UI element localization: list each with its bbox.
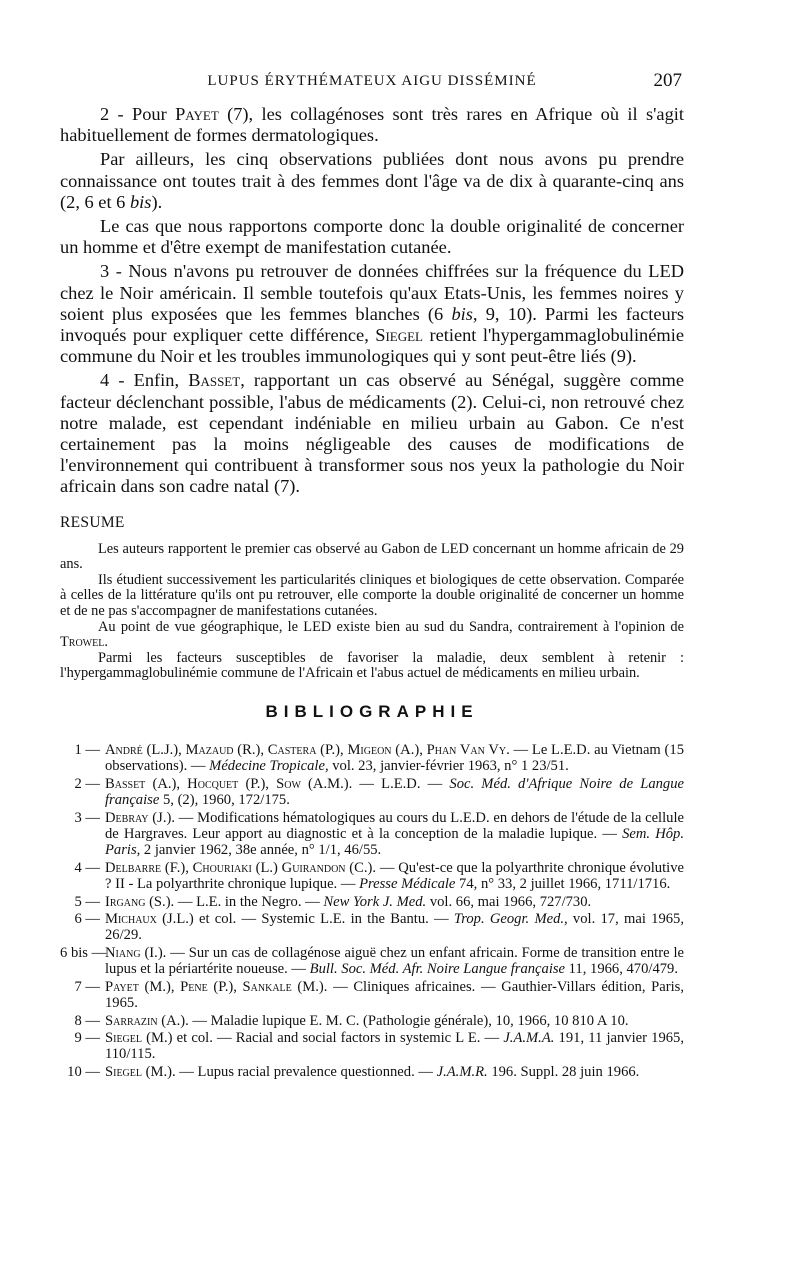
reference-item: 6 bis — Niang (I.). — Sur un cas de collagénose aiguë chez un enfant africain. Forme de transition entre le lupus et la périartérite noueuse. — Bull. Soc. Méd. Afr. Noire Langue française 11, 1966, 470/479.: [60, 944, 684, 978]
reference-item: 8 — Sarrazin (A.). — Maladie lupique E. M. C. (Pathologie générale), 10, 1966, 10 810 A 10.: [60, 1013, 684, 1029]
reference-number: 9 —: [74, 1029, 100, 1046]
paragraph-point-4: 4 - Enfin, Basset, rapportant un cas observé au Sénégal, suggère comme facteur déclenchant possible, l'abus de médicaments (2). Celui-ci, non retrouvé chez notre malade, est cependant indéniable en milieu urbain au Gabon. Ce n'est certainement pas la moins négligeable des causes de modifications de l'environnement qui contribuent à transformer sous nos yeux la pathologie du Noir africain dans son cadre natal (7).: [60, 370, 684, 497]
running-title: LUPUS ÉRYTHÉMATEUX AIGU DISSÉMINÉ: [207, 73, 537, 89]
paragraph-observations: Par ailleurs, les cinq observations publiées dont nous avons pu prendre connaissance ont toutes trait à des femmes dont l'âge va de dix à quarante-cinq ans (2, 6 et 6 bis).: [60, 149, 684, 212]
article-body: [60, 104, 684, 1081]
reference-number: 3 —: [74, 809, 100, 826]
reference-item: 4 — Delbarre (F.), Chouriaki (L.) Guirandon (C.). — Qu'est-ce que la polyarthrite chronique évolutive ? II - La polyarthrite chronique lupique. — Presse Médicale 74, n° 33, 2 juillet 1966, 1711/1716.: [60, 860, 684, 893]
reference-item: 2 — Basset (A.), Hocquet (P.), Sow (A.M.). — L.E.D. — Soc. Méd. d'Afrique Noire de Langue française 5, (2), 1960, 172/175.: [60, 776, 684, 809]
reference-number: 8 —: [74, 1012, 100, 1029]
reference-number: 7 —: [74, 978, 100, 995]
resume-paragraph: Au point de vue géographique, le LED existe bien au sud du Sandra, contrairement à l'opinion de Trowel.: [60, 618, 684, 651]
paragraph-point-2: 2 - Pour Payet (7), les collagénoses sont très rares en Afrique où il s'agit habituellement de formes dermatologiques.: [60, 104, 684, 146]
author-name: Siegel: [375, 325, 424, 346]
bibliography-heading: BIBLIOGRAPHIE: [265, 702, 479, 721]
page-number: 207: [653, 70, 682, 91]
author-name: Payet: [175, 104, 219, 124]
reference-list: [60, 742, 684, 1080]
reference-item: 7 — Payet (M.), Pene (P.), Sankale (M.). — Cliniques africaines. — Gauthier-Villars édition, Paris, 1965.: [60, 979, 684, 1012]
reference-number: 6 bis —: [60, 944, 107, 961]
author-name: Basset: [188, 370, 241, 391]
paragraph-point-3: 3 - Nous n'avons pu retrouver de données chiffrées sur la fréquence du LED chez le Noir américain. Il semble toutefois qu'aux Etats-Unis, les femmes noires y soient plus exposées que les femmes blanches (6 bis, 9, 10). Parmi les facteurs invoqués pour expliquer cette différence, Siegel retient l'hypergammaglobulinémie commune du Noir et les troubles immunologiques qui y sont peut-être liés (9).: [60, 261, 684, 367]
reference-item: 6 — Michaux (J.L.) et col. — Systemic L.E. in the Bantu. — Trop. Geogr. Med., vol. 17, mai 1965, 26/29.: [60, 911, 684, 944]
resume-heading: RESUME: [60, 513, 125, 531]
page-header: [62, 70, 682, 94]
reference-item: 3 — Debray (J.). — Modifications hématologiques au cours du L.E.D. en dehors de l'étude de la cellule de Hargraves. Leur apport au diagnostic et à la conception de la maladie lupique. — Sem. Hôp. Paris, 2 janvier 1962, 38e année, n° 1/1, 46/55.: [60, 810, 684, 859]
reference-item: 5 — Irgang (S.). — L.E. in the Negro. — New York J. Med. vol. 66, mai 1966, 727/730.: [60, 894, 684, 910]
reference-item: 10 — Siegel (M.). — Lupus racial prevalence questionned. — J.A.M.R. 196. Suppl. 28 juin 1966.: [60, 1064, 684, 1080]
paragraph-case: Le cas que nous rapportons comporte donc la double originalité de concerner un homme et d'être exempt de manifestation cutanée.: [60, 216, 684, 258]
reference-number: 10 —: [67, 1063, 100, 1080]
resume-paragraph: Parmi les facteurs susceptibles de favoriser la maladie, deux semblent à retenir : l'hypergammaglobulinémie commune de l'Africain et l'abus actuel de médicaments en milieu urbain.: [60, 649, 684, 682]
reference-number: 6 —: [74, 911, 100, 928]
reference-item: 1 — André (L.J.), Mazaud (R.), Castera (P.), Migeon (A.), Phan Van Vy. — Le L.E.D. au Vietnam (15 observations). — Médecine Tropicale, vol. 23, janvier-février 1963, n° 1 23/51.: [60, 742, 684, 775]
reference-item: 9 — Siegel (M.) et col. — Racial and social factors in systemic L E. — J.A.M.A. 191, 11 janvier 1965, 110/115.: [60, 1030, 684, 1063]
author-name: Trowel: [60, 634, 105, 651]
resume-paragraph: Les auteurs rapportent le premier cas observé au Gabon de LED concernant un homme africain de 29 ans.: [60, 540, 684, 573]
reference-number: 4 —: [74, 859, 100, 876]
reference-number: 2 —: [74, 775, 100, 792]
resume-paragraph: Ils étudient successivement les particularités cliniques et biologiques de cette observation. Comparée à celles de la littérature qu'ils ont pu retrouver, elle comporte la double originalité de concerner un homme et de ne pas s'accompagner de manifestations cutanées.: [60, 571, 684, 620]
reference-number: 5 —: [74, 893, 100, 910]
reference-number: 1 —: [74, 742, 100, 758]
